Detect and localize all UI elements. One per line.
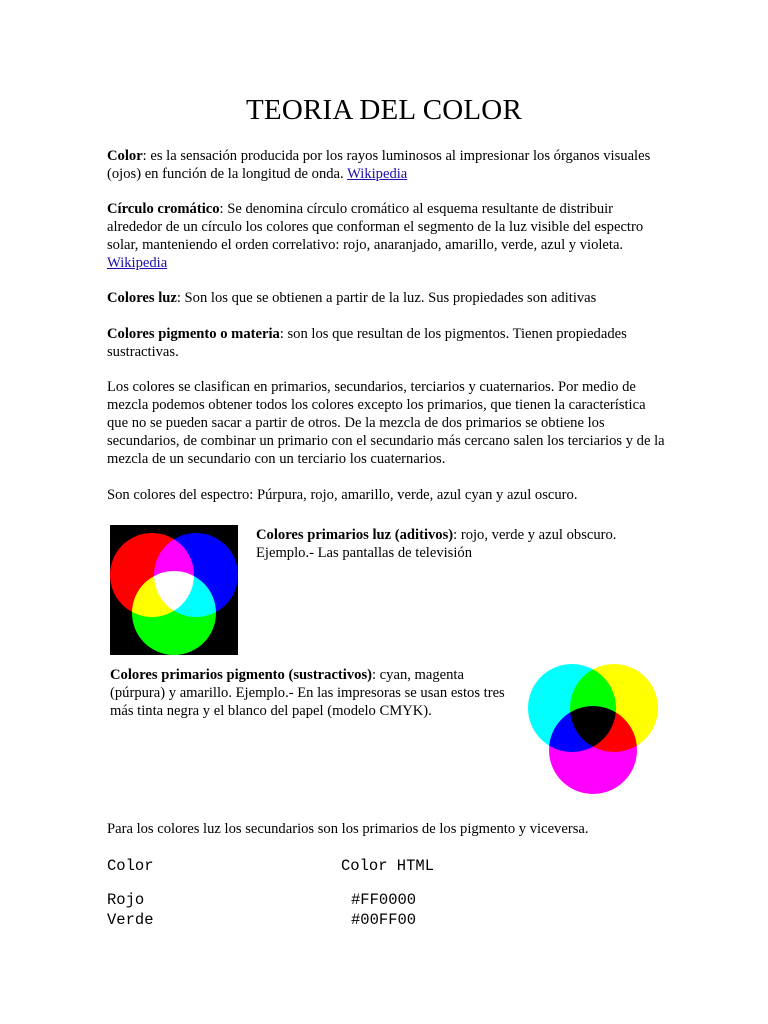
cmy-venn-diagram — [528, 662, 660, 798]
definition-aditivos: : rojo, verde y azul obscuro. Ejemplo.- Las pantallas de televisión — [256, 527, 617, 561]
green-circle — [132, 571, 216, 655]
additive-color-image — [110, 525, 238, 655]
definition-color: : es la sensación producida por los rayos luminosos al impresionar los órganos visuales (ojos) en función de la longitud de onda. — [107, 148, 651, 182]
table-cell-name-verde: Verde — [107, 911, 154, 929]
paragraph-color — [107, 147, 667, 183]
table-header-color-html: Color HTML — [341, 857, 435, 875]
term-pigmento: Colores pigmento o materia — [107, 326, 280, 342]
term-circulo: Círculo cromático — [107, 201, 220, 217]
table-cell-html-verde: #00FF00 — [351, 911, 417, 929]
rgb-venn-diagram — [110, 525, 238, 655]
page-title: TEORIA DEL COLOR — [246, 94, 522, 126]
term-sustractivos: Colores primarios pigmento (sustractivos) — [110, 667, 372, 683]
paragraph-clasifican: Los colores se clasifican en primarios, secundarios, terciarios y cuaternarios. Por medio de mezcla podemos obtener todos los colores excepto los primarios, que tienen la característica que no se pueden sacar a partir de otros. De la mezcla de dos primarios se obtiene los secundarios, de combinar un primario con el secundario más cercano salen los terciarios y de la mezcla de un secundario con un terciario los cuaternarios. — [107, 379, 665, 467]
definition-pigmento: : son los que resultan de los pigmentos. Tienen propiedades sustractivas. — [107, 326, 627, 360]
term-aditivos: Colores primarios luz (aditivos) — [256, 527, 454, 543]
paragraph-secundarios: Para los colores luz los secundarios son los primarios de los pigmento y viceversa. — [107, 821, 589, 837]
term-color: Color — [107, 148, 143, 164]
paragraph-circulo — [107, 200, 667, 272]
table-cell-name-rojo: Rojo — [107, 891, 145, 909]
definition-circulo: : Se denomina círculo cromático al esquema resultante de distribuir alrededor de un círculo los colores que conforman el segmento de la luz visible del espectro solar, manteniendo el orden correlativo: rojo, anaranjado, amarillo, verde, azul y violeta. — [107, 201, 644, 253]
paragraph-pigmento — [107, 325, 667, 361]
paragraph-espectro: Son colores del espectro: Púrpura, rojo, amarillo, verde, azul cyan y azul oscuro. — [107, 487, 578, 503]
caption-aditivos — [256, 526, 656, 562]
definition-sustractivos: : cyan, magenta (púrpura) y amarillo. Ejemplo.- En las impresoras se usan estos tres más tinta negra y el blanco del papel (modelo CMYK). — [110, 667, 505, 719]
definition-luz: : Son los que se obtienen a partir de la luz. Sus propiedades son aditivas — [176, 290, 597, 306]
table-header-color: Color — [107, 857, 154, 875]
term-luz: Colores luz — [107, 290, 177, 306]
wikipedia-link-color[interactable]: Wikipedia — [347, 166, 408, 182]
paragraph-luz — [107, 289, 667, 307]
magenta-circle — [549, 706, 637, 794]
subtractive-color-image — [528, 662, 660, 798]
wikipedia-link-circulo[interactable]: Wikipedia — [107, 255, 168, 271]
caption-sustractivos — [110, 666, 510, 720]
table-cell-html-rojo: #FF0000 — [351, 891, 417, 909]
